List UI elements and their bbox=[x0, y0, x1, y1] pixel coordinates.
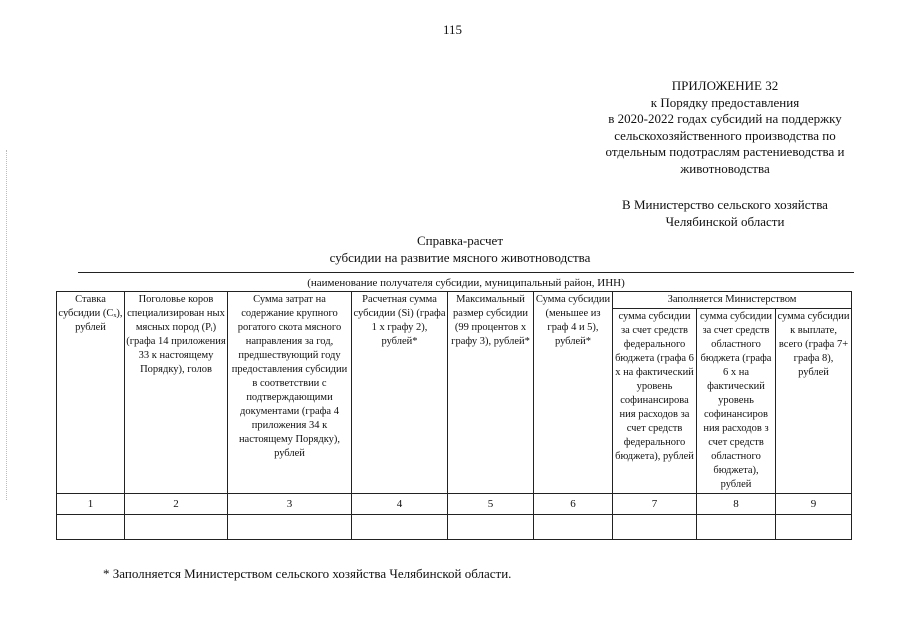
data-cell[interactable] bbox=[697, 515, 776, 540]
data-cell[interactable] bbox=[228, 515, 352, 540]
appendix-header bbox=[560, 78, 890, 177]
subtitle-line: субсидии на развитие мясного животноводства bbox=[329, 250, 591, 265]
header-cell: Сумма затрат на содержание крупного рогатого скота мясного направления за год, предшествующий году предоставления субсидии в соответствии с подтверждающими документами (графа 4 приложения 34 к настоящему Порядку), рублей bbox=[228, 292, 352, 494]
appendix-line: отдельным подотраслям растениеводства и bbox=[605, 144, 845, 159]
appendix-line: к Порядку предоставления bbox=[650, 94, 800, 110]
data-cell[interactable] bbox=[57, 515, 125, 540]
column-number: 8 bbox=[697, 494, 776, 515]
header-cell: Ставка субсидии (Сₓ), рублей bbox=[57, 292, 125, 494]
data-entry-row bbox=[57, 515, 852, 540]
title-line: Справка-расчет bbox=[416, 233, 504, 248]
column-number: 2 bbox=[125, 494, 228, 515]
header-row bbox=[57, 292, 852, 309]
addressee bbox=[560, 196, 890, 230]
column-number: 1 bbox=[57, 494, 125, 515]
document-title bbox=[260, 232, 660, 266]
column-number: 5 bbox=[448, 494, 534, 515]
calculation-table bbox=[56, 291, 852, 540]
appendix-line: сельскохозяйственного производства по bbox=[614, 127, 836, 143]
header-cell: Сумма субсидии (меньшее из граф 4 и 5), рублей* bbox=[534, 292, 613, 494]
footnote: * Заполняется Министерством сельского хозяйства Челябинской области. bbox=[103, 566, 512, 581]
column-number-row bbox=[57, 494, 852, 515]
appendix-line: животноводства bbox=[680, 160, 770, 176]
header-cell: Расчетная сумма субсидии (Si) (графа 1 х графу 2), рублей* bbox=[352, 292, 448, 494]
data-cell[interactable] bbox=[613, 515, 697, 540]
subheader-cell: сумма субсидии за счет средств федерального бюджета (графа 6 х на фактический уровень софинансирова ния расходов за счет средств федерального бюджета), рублей bbox=[613, 309, 697, 494]
addressee-line: Челябинской области bbox=[665, 214, 785, 229]
header-cell: Поголовье коров специализирован ных мясных пород (Рᵢ) (графа 14 приложения 33 к настоящему Порядку), голов bbox=[125, 292, 228, 494]
column-number: 6 bbox=[534, 494, 613, 515]
group-header-cell: Заполняется Министерством bbox=[613, 292, 852, 309]
data-cell[interactable] bbox=[125, 515, 228, 540]
appendix-line: ПРИЛОЖЕНИЕ 32 bbox=[671, 78, 779, 93]
data-cell[interactable] bbox=[534, 515, 613, 540]
data-cell[interactable] bbox=[352, 515, 448, 540]
addressee-line: В Министерство сельского хозяйства bbox=[622, 197, 828, 212]
scan-edge-mark bbox=[6, 150, 8, 500]
column-number: 4 bbox=[352, 494, 448, 515]
data-cell[interactable] bbox=[448, 515, 534, 540]
column-number: 9 bbox=[776, 494, 852, 515]
subheader-cell: сумма субсидии к выплате, всего (графа 7+ графа 8), рублей bbox=[776, 309, 852, 494]
data-cell[interactable] bbox=[776, 515, 852, 540]
subheader-cell: сумма субсидии за счет средств областного бюджета (графа 6 х на фактический уровень софинансиров ния расходов з счет средств областного бюджета), рублей bbox=[697, 309, 776, 494]
recipient-line[interactable] bbox=[78, 272, 854, 273]
recipient-caption: (наименование получателя субсидии, муниципальный район, ИНН) bbox=[307, 277, 625, 289]
appendix-line: в 2020-2022 годах субсидий на поддержку bbox=[608, 111, 842, 126]
page-number: 115 bbox=[442, 22, 463, 37]
header-cell: Максимальный размер субсидии (99 процентов х графу 3), рублей* bbox=[448, 292, 534, 494]
column-number: 3 bbox=[228, 494, 352, 515]
column-number: 7 bbox=[613, 494, 697, 515]
